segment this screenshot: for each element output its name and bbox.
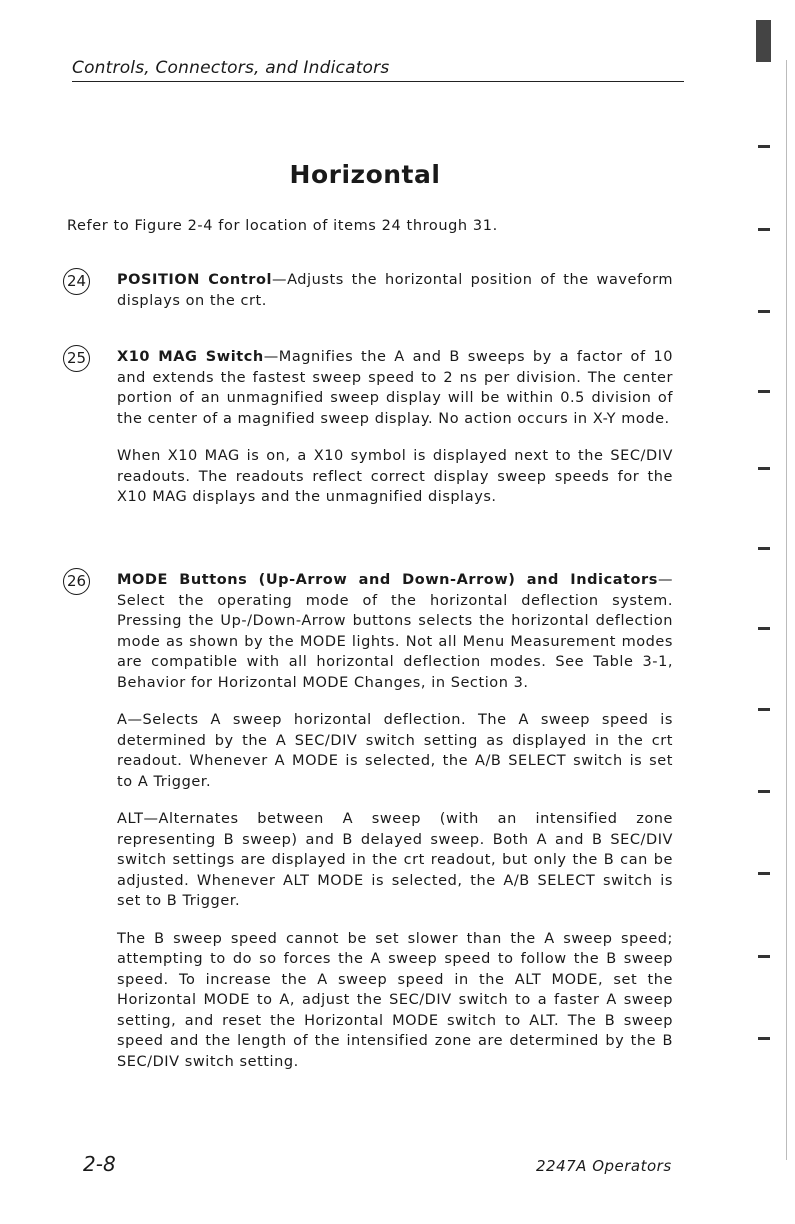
item-paragraph	[117, 570, 673, 693]
item-text: —Select the operating mode of the horizontal deflection system. Pressing the Up-/Down-Arrow buttons selects the horizontal deflection mode as shown by the MODE lights. Not all Menu Measurement modes are compatible with all horizontal deflection modes. See Table 3-1, Behavior for Horizontal MODE Changes, in Section 3.	[117, 572, 673, 691]
item-heading: X10 MAG Switch	[117, 349, 264, 365]
item-paragraph: The B sweep speed cannot be set slower than the A sweep speed; attempting to do so forces the A sweep speed to follow the B sweep speed. To increase the A sweep speed in the ALT MODE, set the Horizontal MODE to A, adjust the SEC/DIV switch to a faster A sweep setting, and reset the Horizontal MODE switch to ALT. The B sweep speed and the length of the intensified zone are determined by the B SEC/DIV switch setting.	[117, 930, 673, 1070]
item-25	[63, 347, 673, 525]
item-paragraph: When X10 MAG is on, a X10 symbol is displayed next to the SEC/DIV readouts. The readouts reflect correct display sweep speeds for the X10 MAG displays and the unmagnified displays.	[117, 448, 673, 505]
tab-mark	[758, 390, 770, 393]
item-paragraph	[117, 270, 673, 311]
tab-mark	[758, 145, 770, 148]
tab-mark	[758, 547, 770, 550]
tab-mark	[758, 872, 770, 875]
item-number-badge: 24	[63, 268, 90, 295]
item-26	[63, 570, 673, 1089]
item-24	[63, 270, 673, 328]
tab-mark	[758, 310, 770, 313]
item-paragraph	[117, 347, 673, 429]
item-paragraph: ALT—Alternates between A sweep (with an intensified zone representing B sweep) and B delayed sweep. Both A and B SEC/DIV switch settings are displayed in the crt readout, but only the B can be adjusted. Whenever ALT MODE is selected, the A/B SELECT switch is set to B Trigger.	[117, 811, 673, 909]
page-number: 2-8	[83, 1152, 116, 1176]
tab-mark	[758, 955, 770, 958]
tab-mark	[758, 627, 770, 630]
item-heading: POSITION Control	[117, 272, 273, 288]
section-tab-mark	[756, 20, 771, 62]
edge-rule	[786, 60, 787, 1160]
item-heading: MODE Buttons (Up-Arrow and Down-Arrow) and Indicators	[117, 572, 658, 588]
tab-mark	[758, 467, 770, 470]
intro-text: Refer to Figure 2-4 for location of items 24 through 31.	[67, 218, 498, 234]
tab-mark	[758, 228, 770, 231]
running-header: Controls, Connectors, and Indicators	[72, 58, 684, 82]
page-title: Horizontal	[289, 160, 441, 189]
item-paragraph: A—Selects A sweep horizontal deflection. The A sweep speed is determined by the A SEC/DIV switch setting as displayed in the crt readout. Whenever A MODE is selected, the A/B SELECT switch is set to A Trigger.	[117, 712, 673, 790]
tab-mark	[758, 708, 770, 711]
page-edge-tabs	[748, 0, 795, 1224]
manual-name: 2247A Operators	[536, 1157, 672, 1175]
item-text: —Adjusts the horizontal position of the waveform displays on the crt.	[117, 272, 673, 309]
tab-mark	[758, 1037, 770, 1040]
item-number-badge: 26	[63, 568, 90, 595]
item-number-badge: 25	[63, 345, 90, 372]
item-text: —Magnifies the A and B sweeps by a factor of 10 and extends the fastest sweep speed to 2 ns per division. The center portion of an unmagnified sweep display will be within 0.5 division of the center of a magnified sweep display. No action occurs in X-Y mode.	[117, 349, 674, 427]
tab-mark	[758, 790, 770, 793]
